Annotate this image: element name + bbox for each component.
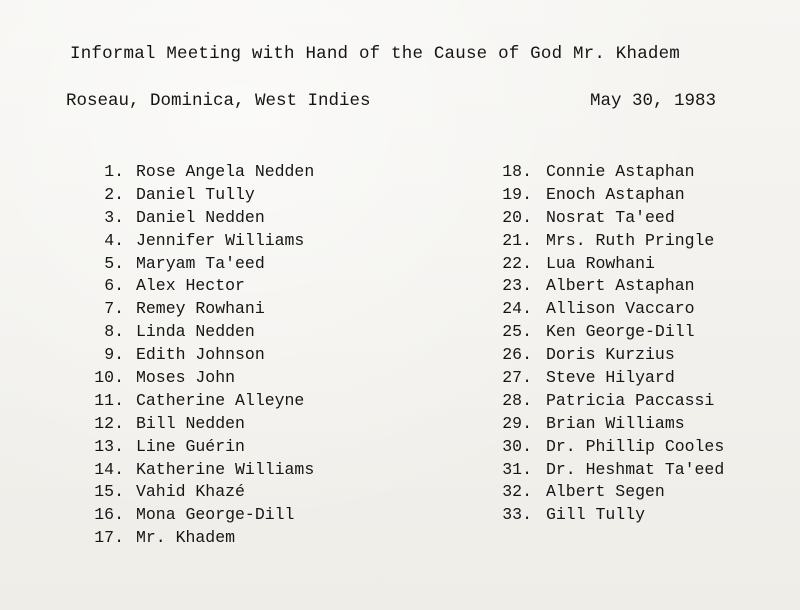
attendee-name: Bill Nedden bbox=[136, 413, 245, 433]
attendee-name: Nosrat Ta'eed bbox=[546, 207, 675, 227]
attendee-number: 4. bbox=[104, 230, 124, 250]
attendee-number: 33. bbox=[502, 505, 532, 525]
attendee-name: Vahid Khazé bbox=[136, 482, 245, 502]
attendee-name: Dr. Heshmat Ta'eed bbox=[546, 459, 725, 479]
list-item bbox=[72, 183, 314, 206]
attendee-name: Brian Williams bbox=[546, 413, 685, 433]
attendee-name: Mona George-Dill bbox=[136, 505, 295, 525]
list-item bbox=[72, 160, 314, 183]
list-item bbox=[482, 297, 724, 320]
attendee-name: Enoch Astaphan bbox=[546, 184, 685, 204]
attendee-name: Moses John bbox=[136, 367, 236, 387]
attendee-number: 16. bbox=[94, 505, 124, 525]
list-item bbox=[72, 206, 314, 229]
list-item bbox=[72, 366, 314, 389]
list-item bbox=[72, 252, 314, 275]
list-item bbox=[482, 206, 724, 229]
list-item bbox=[482, 229, 724, 252]
attendee-number: 6. bbox=[104, 276, 124, 296]
list-item bbox=[482, 366, 724, 389]
attendee-name: Alex Hector bbox=[136, 276, 245, 296]
attendee-name: Mrs. Ruth Pringle bbox=[546, 230, 715, 250]
attendee-name: Edith Johnson bbox=[136, 345, 265, 365]
list-item bbox=[482, 252, 724, 275]
attendee-name: Katherine Williams bbox=[136, 459, 315, 479]
attendee-list-left bbox=[72, 160, 314, 549]
attendee-name: Albert Astaphan bbox=[546, 276, 695, 296]
attendee-name: Steve Hilyard bbox=[546, 367, 675, 387]
list-item bbox=[482, 274, 724, 297]
attendee-name: Daniel Nedden bbox=[136, 207, 265, 227]
meeting-location: Roseau, Dominica, West Indies bbox=[66, 91, 371, 111]
list-item bbox=[72, 297, 314, 320]
attendee-name: Doris Kurzius bbox=[546, 345, 675, 365]
attendee-name: Gill Tully bbox=[546, 505, 646, 525]
list-item bbox=[72, 320, 314, 343]
list-item bbox=[482, 183, 724, 206]
list-item bbox=[482, 160, 724, 183]
list-item bbox=[482, 503, 724, 526]
list-item bbox=[72, 480, 314, 503]
attendee-number: 1. bbox=[104, 161, 124, 181]
list-item bbox=[72, 274, 314, 297]
attendee-name: Daniel Tully bbox=[136, 184, 255, 204]
attendee-name: Lua Rowhani bbox=[546, 253, 655, 273]
attendee-name: Dr. Phillip Cooles bbox=[546, 436, 725, 456]
attendee-name: Rose Angela Nedden bbox=[136, 161, 315, 181]
attendee-number: 29. bbox=[502, 413, 532, 433]
attendee-number: 32. bbox=[502, 482, 532, 502]
attendee-name: Linda Nedden bbox=[136, 322, 255, 342]
attendee-number: 23. bbox=[502, 276, 532, 296]
attendee-number: 10. bbox=[94, 367, 124, 387]
attendee-name: Maryam Ta'eed bbox=[136, 253, 265, 273]
attendee-number: 15. bbox=[94, 482, 124, 502]
attendee-name: Mr. Khadem bbox=[136, 528, 236, 548]
attendee-number: 13. bbox=[94, 436, 124, 456]
attendee-number: 24. bbox=[502, 299, 532, 319]
list-item bbox=[482, 320, 724, 343]
attendee-list-right bbox=[482, 160, 724, 526]
attendee-name: Jennifer Williams bbox=[136, 230, 305, 250]
list-item bbox=[72, 343, 314, 366]
attendee-name: Ken George-Dill bbox=[546, 322, 695, 342]
attendee-number: 17. bbox=[94, 528, 124, 548]
list-item bbox=[72, 526, 314, 549]
list-item bbox=[482, 435, 724, 458]
attendee-name: Albert Segen bbox=[546, 482, 665, 502]
list-item bbox=[482, 480, 724, 503]
attendee-number: 3. bbox=[104, 207, 124, 227]
list-item bbox=[72, 435, 314, 458]
attendee-number: 7. bbox=[104, 299, 124, 319]
attendee-number: 31. bbox=[502, 459, 532, 479]
attendee-number: 11. bbox=[94, 390, 124, 410]
attendee-name: Allison Vaccaro bbox=[546, 299, 695, 319]
document-title: Informal Meeting with Hand of the Cause of God Mr. Khadem bbox=[70, 44, 680, 64]
attendee-number: 22. bbox=[502, 253, 532, 273]
attendee-name: Catherine Alleyne bbox=[136, 390, 305, 410]
attendee-number: 8. bbox=[104, 322, 124, 342]
attendee-number: 19. bbox=[502, 184, 532, 204]
list-item bbox=[482, 412, 724, 435]
list-item bbox=[482, 458, 724, 481]
list-item bbox=[72, 503, 314, 526]
attendee-number: 26. bbox=[502, 345, 532, 365]
attendee-number: 5. bbox=[104, 253, 124, 273]
attendee-number: 27. bbox=[502, 367, 532, 387]
attendee-number: 9. bbox=[104, 345, 124, 365]
meeting-date: May 30, 1983 bbox=[590, 91, 717, 111]
list-item bbox=[482, 343, 724, 366]
list-item bbox=[72, 412, 314, 435]
attendee-name: Remey Rowhani bbox=[136, 299, 265, 319]
attendee-number: 25. bbox=[502, 322, 532, 342]
list-item bbox=[482, 389, 724, 412]
list-item bbox=[72, 458, 314, 481]
list-item bbox=[72, 389, 314, 412]
attendee-number: 30. bbox=[502, 436, 532, 456]
attendee-name: Connie Astaphan bbox=[546, 161, 695, 181]
attendee-number: 20. bbox=[502, 207, 532, 227]
attendee-name: Line Guérin bbox=[136, 436, 245, 456]
attendee-number: 21. bbox=[502, 230, 532, 250]
attendee-number: 28. bbox=[502, 390, 532, 410]
attendee-number: 18. bbox=[502, 161, 532, 181]
attendee-number: 12. bbox=[94, 413, 124, 433]
attendee-number: 2. bbox=[104, 184, 124, 204]
attendee-number: 14. bbox=[94, 459, 124, 479]
attendee-name: Patricia Paccassi bbox=[546, 390, 715, 410]
list-item bbox=[72, 229, 314, 252]
